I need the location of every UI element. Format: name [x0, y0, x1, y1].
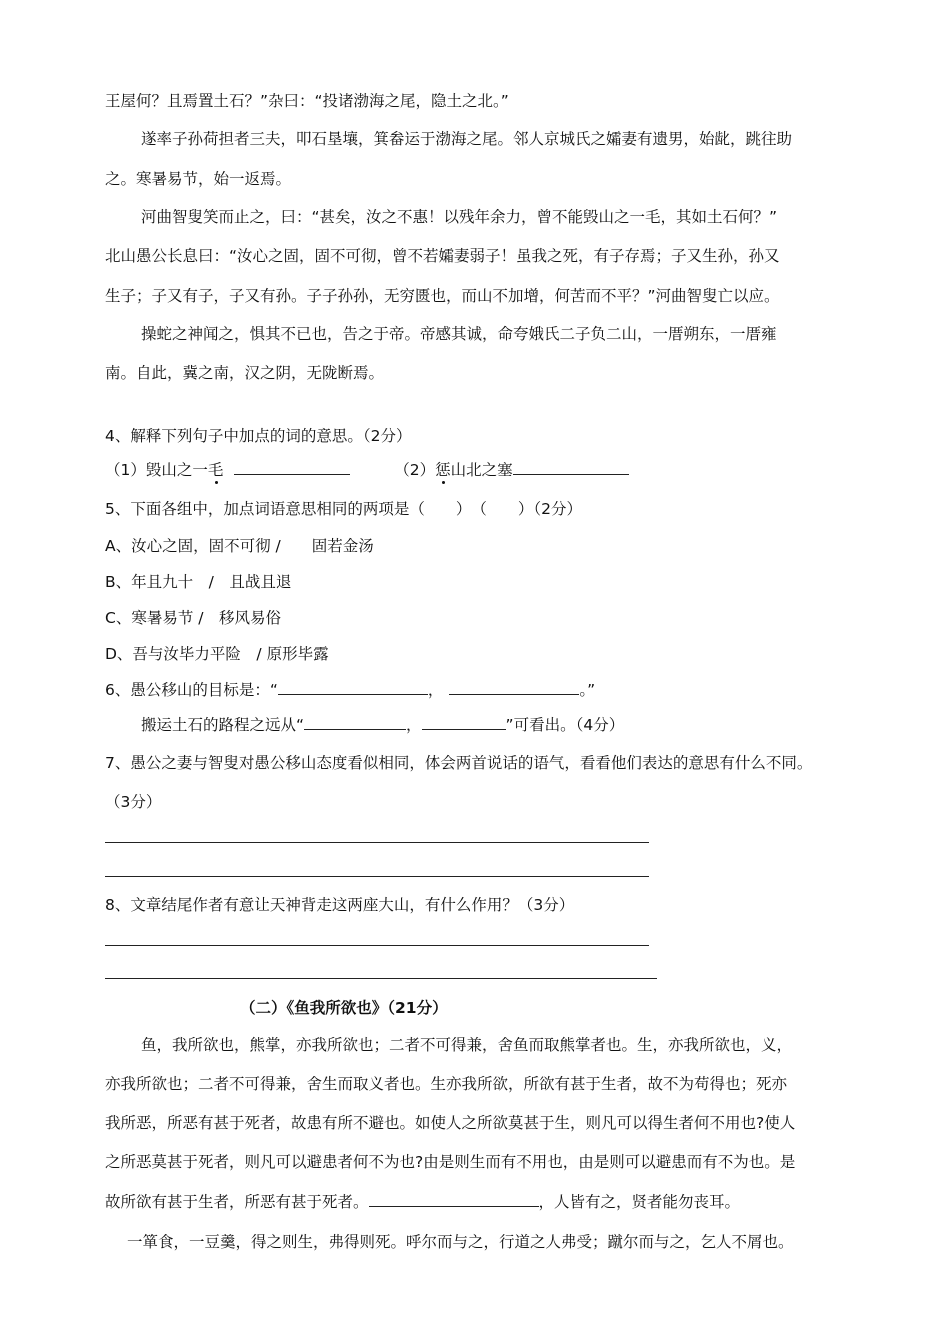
option-a: A、汝心之固，固不可彻 / 固若金汤	[105, 537, 374, 555]
fill-in-blank[interactable]	[369, 1191, 539, 1207]
question-5: 5、下面各组中，加点词语意思相同的两项是（ ） （ ）（2分）	[105, 500, 582, 518]
question-6b	[141, 713, 624, 735]
q4-1-dotted-word: 毛	[207, 461, 224, 479]
option-d: D、吾与汝毕力平险 / 原形毕露	[105, 645, 329, 663]
passage-line: 河曲智叟笑而止之，曰：“甚矣，汝之不惠！以残年余力，曾不能毁山之一毛，其如土石何？”	[141, 208, 778, 226]
q6-answer-blank-1[interactable]	[278, 679, 428, 695]
passage-line: 之。寒暑易节，始一返焉。	[105, 170, 292, 188]
q7-answer-line-1[interactable]	[105, 842, 649, 843]
passage-line: 操蛇之神闻之，惧其不已也，告之于帝。帝感其诚，命夸娥氏二子负二山，一厝朔东，一厝雍	[141, 325, 777, 343]
option-b: B、年且九十 / 且战且退	[105, 573, 292, 591]
passage-line: 遂率子孙荷担者三夫，叩石垦壤，箕畚运于渤海之尾。邻人京城氏之孀妻有遗男，始龀，跳往助	[141, 130, 793, 148]
passage-line: 之所恶莫甚于死者，则凡可以避患者何不为也?由是则生而有不用也，由是则可以避患而有不为也。是	[105, 1153, 796, 1171]
passage-line: 亦我所欲也；二者不可得兼，舍生而取义者也。生亦我所欲，所欲有甚于生者，故不为苟得也；死亦	[105, 1075, 788, 1093]
q4-2-suffix: 山北之塞	[450, 461, 513, 479]
q4-1-prefix: （1）毁山之一	[105, 461, 208, 479]
question-4-items	[105, 458, 629, 480]
option-c: C、寒暑易节 / 移风易俗	[105, 609, 281, 627]
question-4: 4、解释下列句子中加点的词的意思。（2分）	[105, 427, 412, 445]
q4-2-prefix: （2）	[394, 461, 436, 479]
q6-answer-blank-2[interactable]	[449, 679, 579, 695]
q6-suffix: 。”	[579, 681, 596, 699]
passage-line-with-blank	[105, 1190, 740, 1212]
passage-text: ，人皆有之，贤者能勿丧耳。	[538, 1193, 741, 1211]
passage-line: 南。自此，冀之南，汉之阴，无陇断焉。	[105, 364, 385, 382]
q7-answer-line-2[interactable]	[105, 876, 649, 877]
q4-1-answer-blank[interactable]	[234, 459, 350, 475]
question-8: 8、文章结尾作者有意让天神背走这两座大山，有什么作用？（3分）	[105, 896, 575, 914]
question-7: 7、愚公之妻与智叟对愚公移山态度看似相同，体会两首说话的语气，看看他们表达的意思有什么不同。	[105, 754, 813, 772]
passage-line: 鱼，我所欲也，熊掌，亦我所欲也；二者不可得兼，舍鱼而取熊掌者也。生，亦我所欲也，义，	[141, 1036, 793, 1054]
q6-comma: ，	[427, 681, 444, 699]
passage-line: 王屋何？且焉置土石？”杂曰：“投诸渤海之尾，隐土之北。”	[105, 92, 509, 110]
passage-text: 故所欲有甚于生者，所恶有甚于死者。	[105, 1193, 369, 1211]
passage-line: 北山愚公长息曰：“汝心之固，固不可彻，曾不若孀妻弱子！虽我之死，有子存焉；子又生孙，孙又	[105, 247, 780, 265]
q8-answer-line-2[interactable]	[105, 978, 657, 979]
passage-line: 生子；子又有子，子又有孙。子子孙孙，无穷匮也，而山不加增，何苦而不平？”河曲智叟亡以应。	[105, 287, 780, 305]
question-7-score: （3分）	[105, 793, 162, 811]
passage-line: 我所恶，所恶有甚于死者，故患有所不避也。如使人之所欲莫甚于生，则凡可以得生者何不用也?使人	[105, 1114, 796, 1132]
passage-line: 一箪食，一豆羹，得之则生，弗得则死。呼尔而与之，行道之人弗受；蹴尔而与之，乞人不屑也。	[127, 1233, 794, 1251]
q6b-answer-blank-1[interactable]	[304, 714, 406, 730]
q4-2-dotted-word: 惩	[435, 461, 451, 479]
q4-2-answer-blank[interactable]	[513, 459, 629, 475]
q8-answer-line-1[interactable]	[105, 945, 649, 946]
q6b-suffix: ”可看出。（4分）	[505, 716, 625, 734]
section-title: （二）《鱼我所欲也》（21分）	[240, 999, 448, 1017]
q6-prefix: 6、愚公移山的目标是：“	[105, 681, 278, 699]
question-6	[105, 678, 595, 700]
q6b-answer-blank-2[interactable]	[422, 714, 506, 730]
q6b-prefix: 搬运土石的路程之远从“	[141, 716, 305, 734]
q6b-comma: ，	[406, 716, 422, 734]
